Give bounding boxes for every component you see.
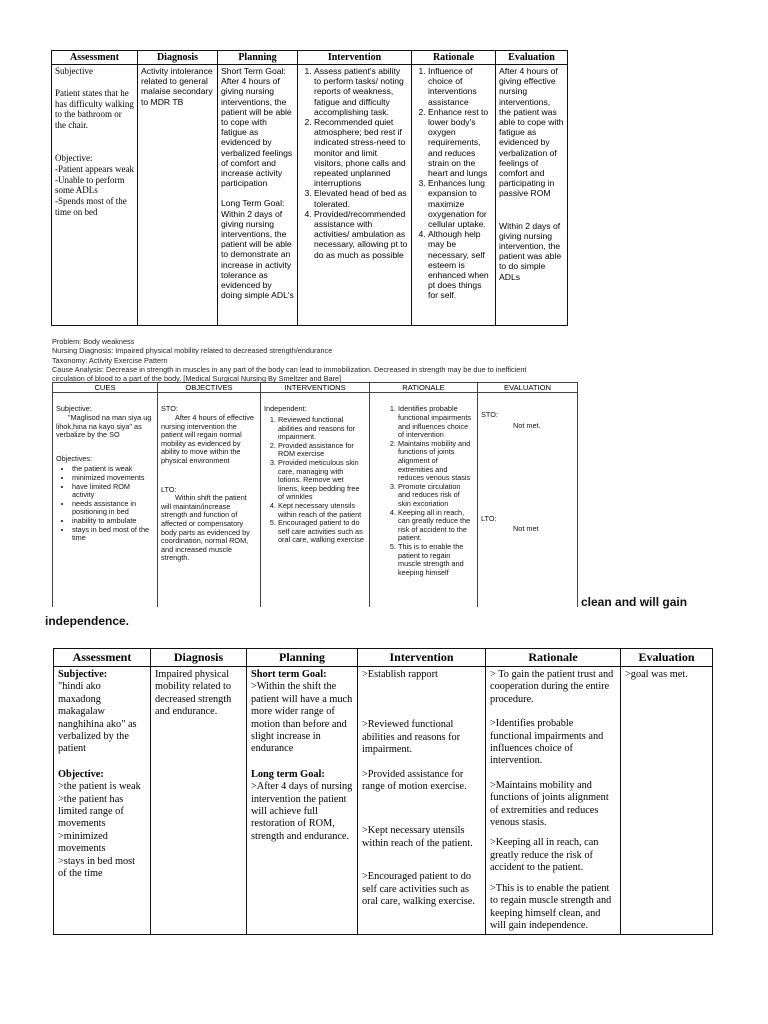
subjective-label: Subjective [55,66,93,76]
col-header-planning: Planning [247,649,358,667]
objective-line: -Spends most of the time on bed [55,196,127,217]
diagnosis-cell [138,65,218,326]
subjective-label: Subjective: [58,669,108,680]
lto-text: Within shift the patient will maintain/increase strength and function of affected or compensatory body parts as evidenced by coordination, normal ROM, and increased muscle strength. [161,493,250,563]
rationale-cell [370,393,478,608]
col-header-diagnosis: Diagnosis [151,649,247,667]
list-item: 3. Promote circulation and reduces risk of skin excoriation [398,483,474,509]
assessment-cell [52,65,138,326]
objective-line: >stays in bed most of the time [58,855,136,880]
fragment-line-2: independence. [45,614,130,628]
table-header-row [54,649,713,667]
table-header-row [52,51,568,65]
intervention-cell [298,65,412,326]
list-item: 2. Enhance rest to lower body's oxygen requirements, and reduces strain on the heart and lungs [428,107,492,178]
list-item: 2. Maintains mobility and functions of joints alignment of extremities and reduces venous stasis [398,440,474,483]
list-item: • the patient is weak [72,465,154,474]
problem-line: Problem: Body weakness [52,337,135,346]
lto-result: Not met [513,524,539,534]
col-header-interventions: INTERVENTIONS [261,383,370,393]
taxonomy-line: Taxonomy: Activity Exercise Pattern [52,355,168,365]
col-header-assessment: Assessment [54,649,151,667]
col-header-evaluation: Evaluation [496,51,568,65]
objective-line: -Unable to perform some ADLs [55,174,125,196]
list-item: 5. This is to enable the patient to regain muscle strength and keeping himself [398,543,474,577]
long-term-goal-text: >After 4 days of nursing intervention the patient will achieve full restoration of ROM, strength and endurance. [251,781,353,842]
list-item: 1. Identifies probable functional impairments and influences choice of intervention [398,405,474,439]
col-header-diagnosis: Diagnosis [138,51,218,65]
cues-cell [53,393,158,608]
objectives-label: Objectives: [56,453,93,463]
list-item: • minimized movements [72,474,154,483]
care-plan-table-2 [52,337,577,607]
objective-label: Objective: [58,768,104,780]
long-term-goal-label: Long term Goal: [251,768,325,780]
subjective-text: Patient states that he has difficulty walking to the bathroom or the chair. [55,87,134,131]
objectives-cell [158,393,261,608]
evaluation-second: Within 2 days of giving nursing intervention, the patient was able to do simple ADLs [499,220,562,282]
subjective-label: Subjective: [56,404,92,414]
list-item: 5. Encouraged patient to do self care activities such as oral care, walking exercise [278,519,366,545]
list-item: 4. Although help may be necessary, self esteem is enhanced when pt does things for self. [428,229,492,300]
table-row [54,667,713,935]
evaluation-cell [478,393,578,608]
col-header-evaluation: EVALUATION [478,383,578,393]
evaluation-cell [621,667,713,935]
diagnosis-cell [151,667,247,935]
list-item: 4. Kept necessary utensils within reach of the patient [278,502,366,519]
planning-cell [218,65,298,326]
sto-label: STO: [161,404,178,414]
table-row [53,393,578,608]
objective-line: >the patient has limited range of movements [58,793,124,830]
nursing-diagnosis-line: Nursing Diagnosis: Impaired physical mobility related to decreased strength/endurance [52,346,333,356]
list-item: 1. Assess patient's ability to perform tasks/ noting reports of weakness, fatigue and difficulty accomplishing task. [314,66,408,117]
care-plan-table-3 [53,648,713,935]
fragment-line-1: clean and will gain [581,595,688,609]
independent-label: Independent: [264,404,307,414]
objective-label: Objective: [55,152,93,163]
list-item: • inability to ambulate [72,517,154,526]
list-item: >Reviewed functional abilities and reasons for impairment. [362,719,461,756]
table-2-grid [52,382,578,607]
col-header-assessment: Assessment [52,51,138,65]
table-row [52,65,568,326]
rationale-cell [486,667,621,935]
col-header-rationale: RATIONALE [370,383,478,393]
list-item: 2. Recommended quiet atmosphere; bed rest if indicated stress-need to monitor and limit visitors, phone calls and repeated unplanned interruptions [314,117,408,188]
col-header-intervention: Intervention [298,51,412,65]
list-item: > To gain the patient trust and cooperation during the entire procedure. [490,669,614,705]
interventions-cell [261,393,370,608]
list-item: 4. Keeping all in reach, can greatly reduce the risk of accident to the patient. [398,509,474,543]
assessment-cell [54,667,151,935]
sto-text: After 4 hours of effective nursing intervention the patient will regain normal mobility as evidenced by ability to move within the physical environment [161,413,254,466]
list-item: >Encouraged patient to do self care activities such as oral care, walking exercise. [362,871,475,908]
list-item: 2. Provided assistance for ROM exercise [278,442,366,459]
col-header-objectives: OBJECTIVES [158,383,261,393]
list-item: >Provided assistance for range of motion exercise. [362,768,467,793]
table-header-row [53,383,578,393]
col-header-intervention: Intervention [358,649,486,667]
sto-result: Not met. [513,421,541,431]
list-item: >Keeping all in reach, can greatly reduce the risk of accident to the patient. [490,837,599,874]
short-term-goal-label: Short term Goal: [251,669,327,680]
list-item: >Maintains mobility and functions of joints alignment of extremities and reduces venous stasis. [490,779,609,829]
subjective-text: "hindi ako maxadong makagalaw nanghihina ako" as verbalized by the patient [58,681,137,755]
cause-analysis-line-2: circulation of blood to a part of the body. [Medical Surgical Nursing By Smeltzer and Bare] [52,374,342,384]
planning-cell [247,667,358,935]
subjective-text: "Maglisod na man siya ug lihok,hina na kayo siya" as verbalize by the SO [56,413,152,440]
list-item: >Kept necessary utensils within reach of the patient. [362,825,473,849]
objective-line: >minimized movements [58,830,108,855]
lto-label: LTO: [481,513,497,523]
diagnosis-text: Activity intolerance related to general malaise secondary to MDR TB [141,66,213,107]
evaluation-cell [496,65,568,326]
list-item: 1. Reviewed functional abilities and reasons for impairment. [278,416,366,442]
care-plan-table-1 [51,50,568,326]
sto-label: STO: [481,410,498,420]
list-item: >Establish rapport [362,669,438,680]
cause-analysis-line: Cause Analysis: Decrease in strength in muscles in any part of the body can lead to immobilization. Decreased in strength may be due to inefficient [52,364,527,374]
intervention-cell [358,667,486,935]
list-item: 4. Provided/recommended assistance with activities/ ambulation as necessary, allowing pt to do as much as possible [314,209,408,260]
list-item: 3. Elevated head of bed as tolerated. [314,188,408,208]
evaluation-text: >goal was met. [625,669,688,680]
long-term-goal: Long Term Goal: Within 2 days of giving nursing interventions, the patient will be able to demonstrate an increase in activity tolerance as evidenced by doing simple ADL's [221,198,294,301]
col-header-rationale: Rationale [486,649,621,667]
col-header-cues: CUES [53,383,158,393]
lto-label: LTO: [161,484,177,494]
list-item: • have limited ROM activity [72,483,154,500]
evaluation-first: After 4 hours of giving effective nursing interventions, the patient was able to cope with fatigue as evidenced by verbalization of feelings of comfort and participating in passive ROM [499,66,564,199]
rationale-cell [412,65,496,326]
short-term-goal: Short Term Goal: After 4 hours of giving nursing interventions, the patient will be able to cope with fatigue as evidenced by verbalized feelings of comfort and increase activity participation [221,66,293,189]
short-term-goal-text: >Within the shift the patient will have a much more wider range of motion than before and slight increase in endurance [251,681,353,755]
list-item: >This is to enable the patient to regain muscle strength and keeping himself clean, and will gain independence. [490,882,612,931]
list-item: • needs assistance in positioning in bed [72,500,154,517]
col-header-rationale: Rationale [412,51,496,65]
list-item: 1. Influence of choice of interventions assistance [428,66,492,107]
table-2-header-block [52,337,577,383]
list-item: 3. Enhances lung expansion to maximize oxygenation for cellular uptake. [428,178,492,229]
diagnosis-text: Impaired physical mobility related to decreased strength and endurance. [155,669,232,718]
list-item: >Identifies probable functional impairments and influences choice of intervention. [490,718,604,767]
col-header-planning: Planning [218,51,298,65]
objective-line: >the patient is weak [58,781,141,793]
list-item: 3. Provided meticulous skin care, managing with lotions. Remove wet linens, keep bedding free of wrinkles [278,459,366,502]
list-item: • stays in bed most of the time [72,526,154,543]
objective-line: -Patient appears weak [55,163,134,174]
col-header-evaluation: Evaluation [621,649,713,667]
